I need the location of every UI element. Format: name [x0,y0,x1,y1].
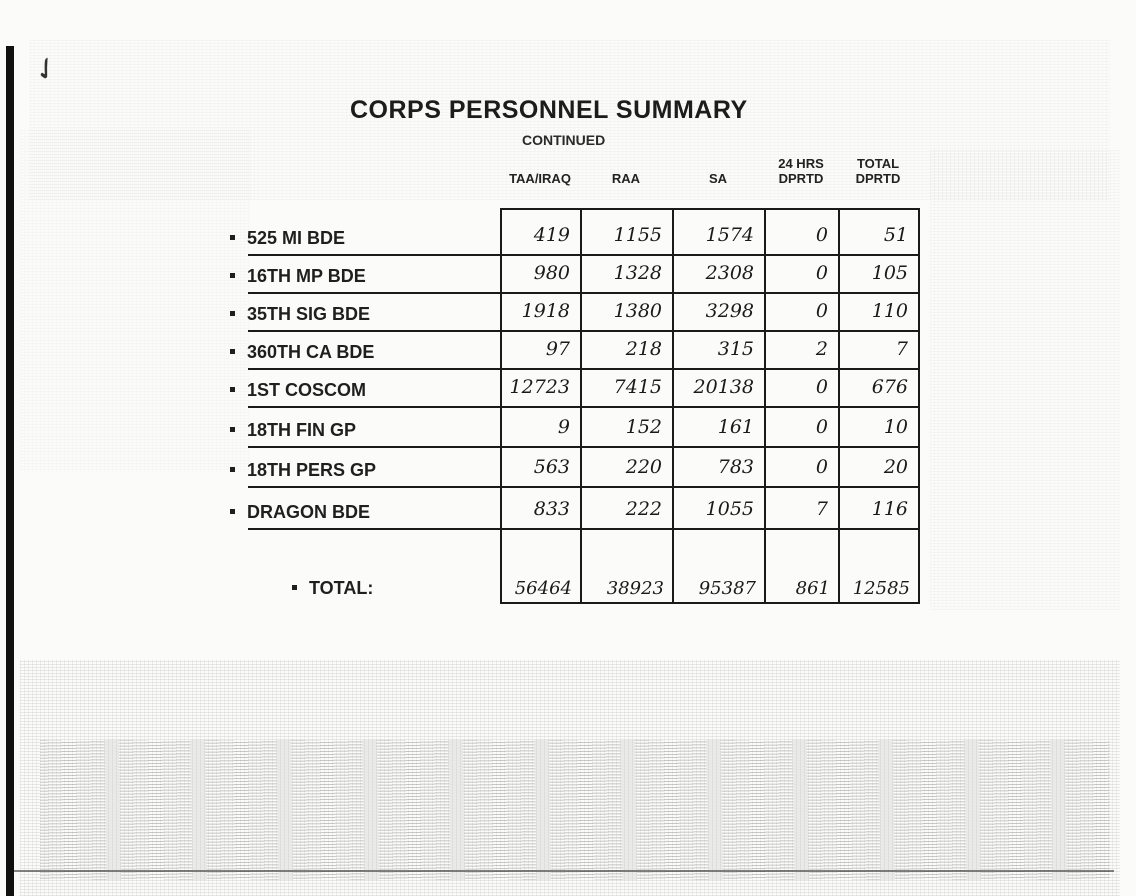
table-cell: 12723 [509,376,570,398]
table-cell: 97 [545,338,570,360]
unit-name: 16TH MP BDE [247,266,366,286]
table-cell: 676 [871,376,908,398]
total-label [292,578,373,599]
row-rule [248,486,920,488]
column-header-line: DPRTD [778,171,824,186]
table-cell: 1918 [521,300,570,322]
total-cell: 38923 [606,578,664,599]
table-cell: 20 [883,456,908,478]
unit-name: DRAGON BDE [247,502,371,522]
table-cell: 1328 [613,262,662,284]
table-cell: 7415 [613,376,662,398]
unit-label [230,342,374,363]
total-text: TOTAL: [309,578,374,598]
bullet-icon [230,467,235,472]
row-rule [248,446,920,448]
row-rule [248,254,920,256]
table-cell: 419 [533,224,570,246]
scan-left-border [6,46,14,896]
total-cell: 56464 [514,578,572,599]
unit-label [230,420,356,441]
bullet-icon [230,509,235,514]
unit-label [230,304,370,325]
table-cell: 20138 [693,376,754,398]
table-cell: 980 [533,262,570,284]
table-cell: 2 [815,338,828,360]
row-rule [248,528,920,530]
scan-bottom-line [14,870,1114,872]
table-cell: 161 [717,416,754,438]
row-rule [248,330,920,332]
table-cell: 0 [815,224,828,246]
total-cell: 95387 [698,578,756,599]
column-header-line: 24 HRS [778,156,824,171]
scan-noise-right [930,150,1120,610]
table-cell: 0 [815,416,828,438]
unit-label [230,266,366,287]
table-cell: 783 [717,456,754,478]
bullet-icon [230,387,235,392]
unit-name: 360TH CA BDE [247,342,375,362]
scan-streaks-bottom [40,740,1110,880]
table-cell: 110 [871,300,908,322]
table-cell: 0 [815,456,828,478]
table-cell: 1055 [705,498,754,520]
table-cell: 152 [625,416,662,438]
table-cell: 105 [871,262,908,284]
unit-label [230,228,345,249]
unit-label [230,380,366,401]
row-rule [248,368,920,370]
table-cell: 315 [717,338,754,360]
unit-name: 18TH FIN GP [247,420,357,440]
table-cell: 1155 [613,224,662,246]
table-cell: 833 [533,498,570,520]
row-rule [248,406,920,408]
scan-noise-left [20,130,250,470]
total-cell: 12585 [852,578,910,599]
bullet-icon [230,311,235,316]
unit-name: 1ST COSCOM [247,380,367,400]
bullet-icon [230,235,235,240]
table-top-rule [500,208,920,210]
table-cell: 563 [533,456,570,478]
bullet-icon [292,585,297,590]
table-cell: 0 [815,376,828,398]
table-cell: 10 [883,416,908,438]
table-cell: 1574 [705,224,754,246]
bullet-icon [230,427,235,432]
table-cell: 218 [625,338,662,360]
table-cell: 51 [883,224,908,246]
table-cell: 3298 [705,300,754,322]
unit-label [230,502,370,523]
handwritten-check-mark: ✓ [26,47,67,92]
table-cell: 220 [625,456,662,478]
column-header-line: RAA [611,171,641,186]
column-header-line: SA [708,171,728,186]
table-cell: 7 [815,498,828,520]
total-rule [500,602,920,604]
total-cell: 861 [795,578,830,599]
bullet-icon [230,273,235,278]
column-header-line: DPRTD [855,171,901,186]
table-cell: 2308 [705,262,754,284]
bullet-icon [230,349,235,354]
unit-name: 18TH PERS GP [247,460,377,480]
table-cell: 7 [895,338,908,360]
table-cell: 0 [815,300,828,322]
column-divider [918,208,920,602]
table-cell: 9 [557,416,570,438]
column-header [830,156,926,186]
unit-label [230,460,376,481]
table-cell: 222 [625,498,662,520]
table-cell: 1380 [613,300,662,322]
unit-name: 35TH SIG BDE [247,304,371,324]
page-title: CORPS PERSONNEL SUMMARY [350,96,748,124]
table-cell: 116 [871,498,908,520]
column-header-line: TAA/IRAQ [509,171,571,186]
unit-name: 525 MI BDE [247,228,346,248]
page-subtitle: CONTINUED [522,132,606,148]
column-header-line: TOTAL [856,156,900,171]
row-rule [248,292,920,294]
table-cell: 0 [815,262,828,284]
